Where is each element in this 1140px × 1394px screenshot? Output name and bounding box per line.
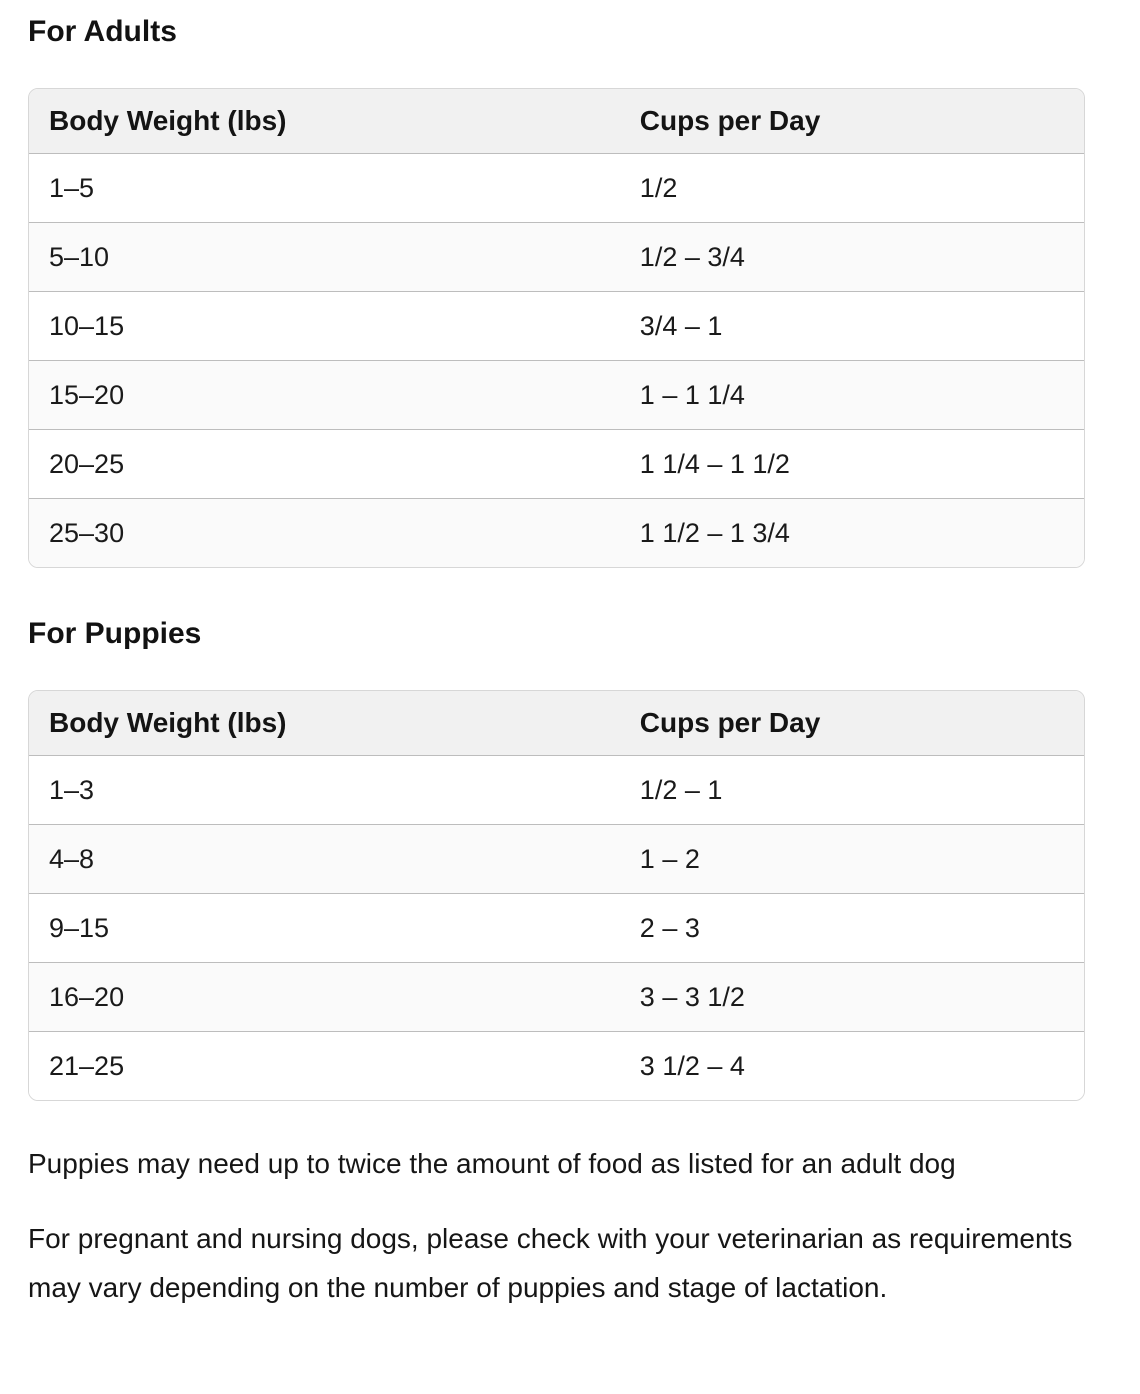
table-row — [29, 154, 1084, 223]
puppies-section — [28, 616, 1085, 1101]
puppies-feeding-table — [29, 691, 1084, 1100]
weight-cell: 10–15 — [29, 292, 620, 361]
table-row — [29, 963, 1084, 1032]
table-row — [29, 430, 1084, 499]
cups-cell: 1 1/2 – 1 3/4 — [620, 499, 1084, 568]
weight-cell: 9–15 — [29, 894, 620, 963]
cups-cell: 1/2 – 1 — [620, 756, 1084, 825]
cups-cell: 1/2 – 3/4 — [620, 223, 1084, 292]
weight-cell: 4–8 — [29, 825, 620, 894]
table-row — [29, 223, 1084, 292]
puppies-table-card — [28, 690, 1085, 1101]
note-puppies-amount: Puppies may need up to twice the amount of food as listed for an adult dog — [28, 1148, 956, 1179]
table-row — [29, 361, 1084, 430]
weight-cell: 21–25 — [29, 1032, 620, 1101]
table-row — [29, 292, 1084, 361]
header-row — [29, 89, 1084, 154]
cups-cell: 1 – 2 — [620, 825, 1084, 894]
table-row — [29, 756, 1084, 825]
cups-cell: 1 1/4 – 1 1/2 — [620, 430, 1084, 499]
column-header-body-weight: Body Weight (lbs) — [29, 691, 620, 756]
column-header-cups-per-day: Cups per Day — [620, 691, 1084, 756]
column-header-cups-per-day: Cups per Day — [620, 89, 1084, 154]
cups-cell: 3 – 3 1/2 — [620, 963, 1084, 1032]
note-pregnant-nursing: For pregnant and nursing dogs, please check with your veterinarian as requirements may vary depending on the number of puppies and stage of lactation. — [28, 1223, 1073, 1303]
weight-cell: 25–30 — [29, 499, 620, 568]
cups-cell: 2 – 3 — [620, 894, 1084, 963]
header-row — [29, 691, 1084, 756]
cups-cell: 3 1/2 – 4 — [620, 1032, 1084, 1101]
weight-cell: 16–20 — [29, 963, 620, 1032]
adults-heading: For Adults — [28, 15, 177, 48]
weight-cell: 1–5 — [29, 154, 620, 223]
weight-cell: 20–25 — [29, 430, 620, 499]
adults-table-card — [28, 88, 1085, 568]
table-row — [29, 1032, 1084, 1101]
table-row — [29, 825, 1084, 894]
table-row — [29, 499, 1084, 568]
cups-cell: 1/2 — [620, 154, 1084, 223]
notes-block — [28, 1139, 1085, 1312]
weight-cell: 15–20 — [29, 361, 620, 430]
column-header-body-weight: Body Weight (lbs) — [29, 89, 620, 154]
weight-cell: 5–10 — [29, 223, 620, 292]
adults-feeding-table — [29, 89, 1084, 567]
weight-cell: 1–3 — [29, 756, 620, 825]
puppies-heading: For Puppies — [28, 617, 202, 650]
adults-section — [28, 14, 1085, 568]
cups-cell: 3/4 – 1 — [620, 292, 1084, 361]
cups-cell: 1 – 1 1/4 — [620, 361, 1084, 430]
table-row — [29, 894, 1084, 963]
